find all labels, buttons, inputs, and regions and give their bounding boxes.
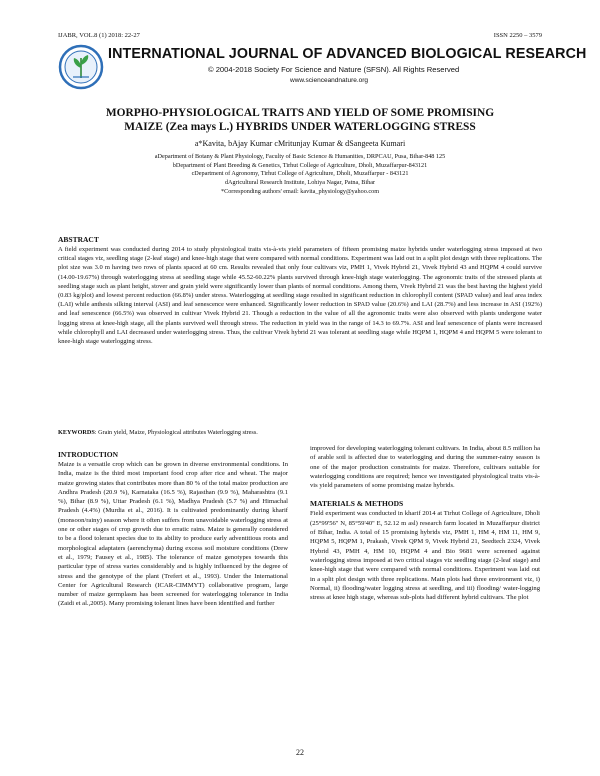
- affiliation-d: dAgricultural Research Institute, Lohiya Nagar, Patna, Bihar: [224, 179, 376, 187]
- keywords-text: : Grain yield, Maize, Physiological attributes Waterlogging stress.: [94, 429, 258, 436]
- author-list: a*Kavita, bAjay Kumar cMritunjay Kumar & dSangeeta Kumari: [194, 139, 406, 148]
- affiliation-c: cDepartment of Agronomy, Tirhut College of Agriculture, Dholi, Muzaffarpur - 843121: [191, 170, 409, 178]
- citation: IJABR, VOL.8 (1) 2018: 22-27: [58, 32, 140, 39]
- abstract-text: A field experiment was conducted during 2014 to study physiological traits vis-à-vis yield parameters of fifteen promising maize hybrids under waterlogging stress imposed at two critical stages viz, seedling stage (2-leaf stage) and knee-high stage that were compared with normal conditions. Experiment was laid out in a split plot design with three replications. The plot size was 3.0 m having two rows of plants spaced at 60 cm. Results revealed that only four cultivars viz, PMH 1, Vivek Hybrid 21, Vivek Hybrid 43 and HQPM 4 could survive (14.00-19.67%) through waterlogging stress at seedling stage while 45.52-60.22% plants survived through knee-high stage waterlogging. The agronomic traits of the stressed plants at seedling stage such as plant height, stover and grain yield were significantly lower than plants of normal conditions. Among them, Vivek Hybrid 21 was the best having the highest yield (0.83 kg/plot) and lowest percent reduction (66.8%) under stress. Waterlogging at seedling stage resulted in significant reduction in chlorophyll content (SPAD value) and leaf area index (LAI) while anthesis silking interval (ASI) and leaf senescence were enhanced. Significantly lower reduction in SPAD value (20.6%) and LAI (28.7%) and less increase in ASI (192%) and leaf senescence (66.5%) was observed in cultivar Vivek Hybrid 21. Though a reduction in the value of all the agronomic traits were also observed with plants undergone water logging stress at knee-high stage, all the plants survived well through stress. The reduction in yield was in the range of 14.3 to 69.7%. ASI and leaf senescence of plants were increased while chlorophyll and LAI decreased under waterlogging stress. Thus, the cultivar Vivek hybrid 21 was tolerant at seedling stage while HQPM 1, HQPM 4 and HQPM 5 were tolerant to knee-high stage waterlogging stress.: [58, 246, 542, 346]
- keywords-label: KEYWORDS: [58, 429, 95, 436]
- introduction-text: Maize is a versatile crop which can be grown in diverse environmental conditions. In India, maize is the third most important food crop after rice and wheat. The major maize growing states that contributes more than 80 % of the total maize production are Andhra Pradesh (20.9 %), Karnataka (16.5 %), Rajasthan (9.9 %), Maharashtra (9.1 %), Bihar (8.9 %), Uttar Pradesh (6.1 %), Madhya Pradesh (5.7 %) and Himachal Pradesh (4.4%) (Murdia et al., 2016). It is cultivated predominantly during kharif (monsoon/rainy) season where it often suffers from unavoidable waterlogging stress at one or other stages of crop growth due to erratic rains. Maize is generally considered to be a flood tolerant species due to its ability to produce early adventitious roots and morphological adaptaters (aerenchyma) during excess soil moisture conditions (Drew et al., 1979; Fausey et al., 1985). The tolerance of maize genotypes towards this particular type of stress varies considerably and is highly influenced by the degree of stress and the genotype of the plant (Trefert et al., 1993). Under the International Center for Agricultural Research (ICAR-CIMMYT) collaborative program, large number of maize germplasm has been screened for waterlogging tolerance in India (Zaidi et al.,2005). Many promising tolerant lines have been identified and further: [58, 461, 288, 608]
- journal-website-link[interactable]: www.scienceandnature.org: [290, 77, 369, 84]
- issn: ISSN 2250 – 3579: [493, 32, 542, 39]
- affiliations: [58, 153, 542, 197]
- society-logo-icon: [58, 44, 104, 90]
- journal-title: INTERNATIONAL JOURNAL OF ADVANCED BIOLOGICAL RESEARCH: [108, 46, 587, 62]
- abstract-heading: ABSTRACT: [58, 235, 99, 244]
- title-line-2: MAIZE (Zea mays L.) HYBRIDS UNDER WATERLOGGING STRESS: [124, 121, 476, 133]
- journal-masthead: [58, 44, 587, 92]
- running-header: [58, 32, 542, 39]
- methods-heading: MATERIALS & METHODS: [310, 499, 404, 509]
- affiliation-a: aDepartment of Botany & Plant Physiology, Faculty of Basic Science & Humanities, DRPCAU, Pusa, Bihar-848 125: [154, 153, 446, 160]
- introduction-heading: INTRODUCTION: [58, 450, 119, 459]
- page-number: 22: [296, 748, 304, 757]
- corresponding-email: *Corresponding authors' email: kavita_physiology@yahoo.com: [220, 187, 380, 195]
- introduction-continuation: improved for developing waterlogging tolerant cultivars. In India, about 8.5 million ha of arable soil is affected due to waterlogging and during the summer-rainy season is one of the major production constraints for maize. Therefore, cultivars suitable for waterlogging conditions are required; hence we investigated physiological traits vis-à-vis yield parameters of some promising maize hybrids.: [310, 445, 540, 490]
- right-column: [310, 444, 540, 602]
- title-line-1: MORPHO-PHYSIOLOGICAL TRAITS AND YIELD OF SOME PROMISING: [105, 107, 495, 119]
- copyright-line: © 2004-2018 Society For Science and Nature (SFSN). All Rights Reserved: [208, 65, 460, 74]
- keywords-line: [58, 429, 542, 436]
- abstract-section: [58, 235, 542, 346]
- paper-title: [58, 106, 542, 134]
- left-column: [58, 450, 288, 609]
- affiliation-b: bDepartment of Plant Breeding & Genetics, Tirhut College of Agriculture, Dholi, Muzaffarpur-843121: [172, 161, 428, 169]
- methods-text: Field experiment was conducted in kharif 2014 at Tirhut College of Agriculture, Dholi (25°99'56'' N, 85°59'40'' E, 52.12 m asl) research farm located in Muzaffarpur district of Bihar, India. A total of 15 promising hybrids viz, PMH 1, HM 4, HM 11, HM 9, HQPM 5, HQPM 1, Prakash, Vivek QPM 9, Vivek Hybrid 21, Seedtech 2324, Vivek Hybrid 43, PMH 4, HM 10, HQPM 4 and Bio 9681 were screened against waterlogging stress imposed at two critical stages viz seedling stage (2-leaf stage) and knee-high stage that were compared with normal conditions. Experiment was laid out in a split plot design with three replications. Main plots had three environment viz, i) Normal, ii) flooding/water logging stress at seedling, and iii) flooding/ water-logging stress at knee high stage, whereas sub-plots had different hybrid cultivars. The plot: [310, 510, 540, 602]
